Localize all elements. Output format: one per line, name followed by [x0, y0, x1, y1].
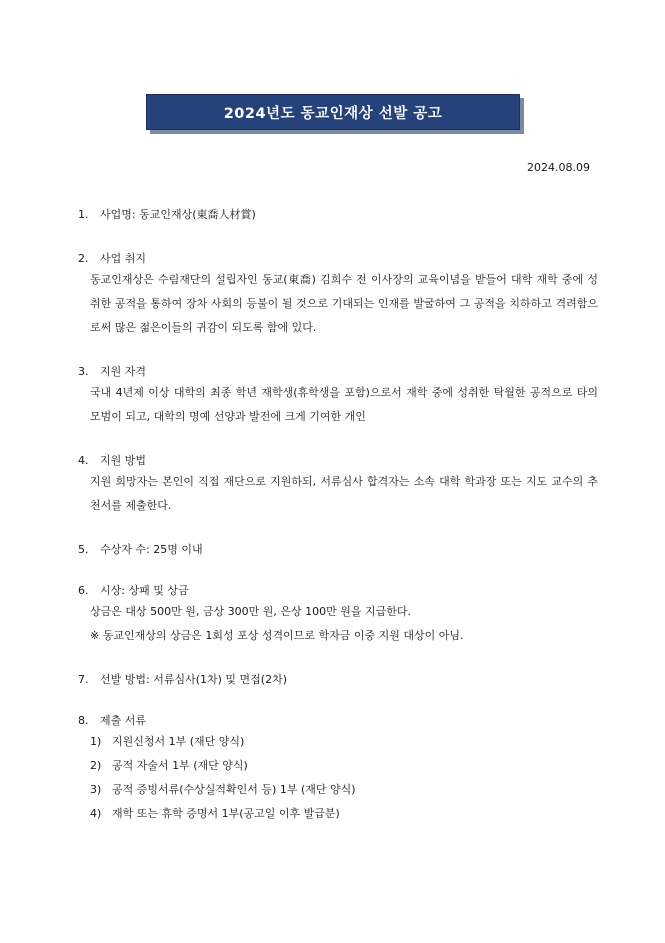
- section-body: 지원 희망자는 본인이 직접 재단으로 지원하되, 서류심사 합격자는 소속 대학 학과장 또는 지도 교수의 추천서를 제출한다.: [90, 475, 598, 512]
- section-title: 선발 방법: 서류심사(1차) 및 면접(2차): [100, 673, 287, 686]
- section-heading: [78, 581, 598, 600]
- section-heading: [78, 249, 598, 268]
- section-title: 사업명: 동교인재상(東喬人材賞): [100, 208, 256, 221]
- section-heading: [78, 362, 598, 381]
- section-1: [78, 205, 598, 224]
- list-item-text: 재학 또는 휴학 증명서 1부(공고일 이후 발급분): [112, 807, 340, 820]
- section-title: 지원 자격: [100, 365, 147, 378]
- list-item: [90, 730, 598, 754]
- list-item-number: 1): [90, 735, 102, 748]
- list-item: [90, 802, 598, 826]
- section-number: 3.: [78, 365, 89, 378]
- section-number: 5.: [78, 543, 89, 556]
- section-3: [78, 362, 598, 429]
- section-8: [78, 711, 598, 826]
- section-7: [78, 670, 598, 689]
- section-4: [78, 451, 598, 518]
- section-number: 2.: [78, 252, 89, 265]
- section-2: [78, 249, 598, 340]
- section-number: 6.: [78, 584, 89, 597]
- section-title: 지원 방법: [100, 454, 147, 467]
- notice-body: [78, 205, 598, 848]
- section-number: 7.: [78, 673, 89, 686]
- document-list: [78, 730, 598, 826]
- section-number: 1.: [78, 208, 89, 221]
- section-body: 동교인재상은 수림재단의 설립자인 동교(東喬) 김희수 전 이사장의 교육이념을 받들어 대학 재학 중에 성취한 공적을 통하여 장차 사회의 등불이 될 것으로 기대되는 인재를 발굴하여 그 공적을 치하하고 격려함으로써 많은 젊은이들의 귀감이 되도록 함에 있다.: [90, 273, 598, 334]
- section-heading: [78, 451, 598, 470]
- list-item: [90, 778, 598, 802]
- section-title: 시상: 상패 및 상금: [100, 584, 189, 597]
- page-title: 2024년도 동교인재상 선발 공고: [146, 94, 520, 130]
- section-heading: [78, 540, 598, 559]
- section-body: 국내 4년제 이상 대학의 최종 학년 재학생(휴학생을 포함)으로서 재학 중에 성취한 탁월한 공적으로 타의 모범이 되고, 대학의 명예 선양과 발전에 크게 기여한 개인: [90, 386, 598, 423]
- notice-date: 2024.08.09: [527, 161, 590, 174]
- section-6: [78, 581, 598, 648]
- section-number: 4.: [78, 454, 89, 467]
- list-item-number: 4): [90, 807, 102, 820]
- list-item: [90, 754, 598, 778]
- list-item-text: 공적 증빙서류(수상실적확인서 등) 1부 (재단 양식): [112, 783, 356, 796]
- section-note: ※ 동교인재상의 상금은 1회성 포상 성격이므로 학자금 이중 지원 대상이 아님.: [90, 629, 464, 642]
- list-item-text: 공적 자술서 1부 (재단 양식): [112, 759, 248, 772]
- section-heading: [78, 670, 598, 689]
- section-5: [78, 540, 598, 559]
- list-item-text: 지원신청서 1부 (재단 양식): [112, 735, 245, 748]
- section-number: 8.: [78, 714, 89, 727]
- section-title: 사업 취지: [100, 252, 147, 265]
- list-item-number: 2): [90, 759, 102, 772]
- section-title: 제출 서류: [100, 714, 147, 727]
- list-item-number: 3): [90, 783, 102, 796]
- section-heading: [78, 205, 598, 224]
- section-body: 상금은 대상 500만 원, 금상 300만 원, 은상 100만 원을 지급한다.: [90, 605, 411, 618]
- section-title: 수상자 수: 25명 이내: [100, 543, 203, 556]
- section-heading: [78, 711, 598, 730]
